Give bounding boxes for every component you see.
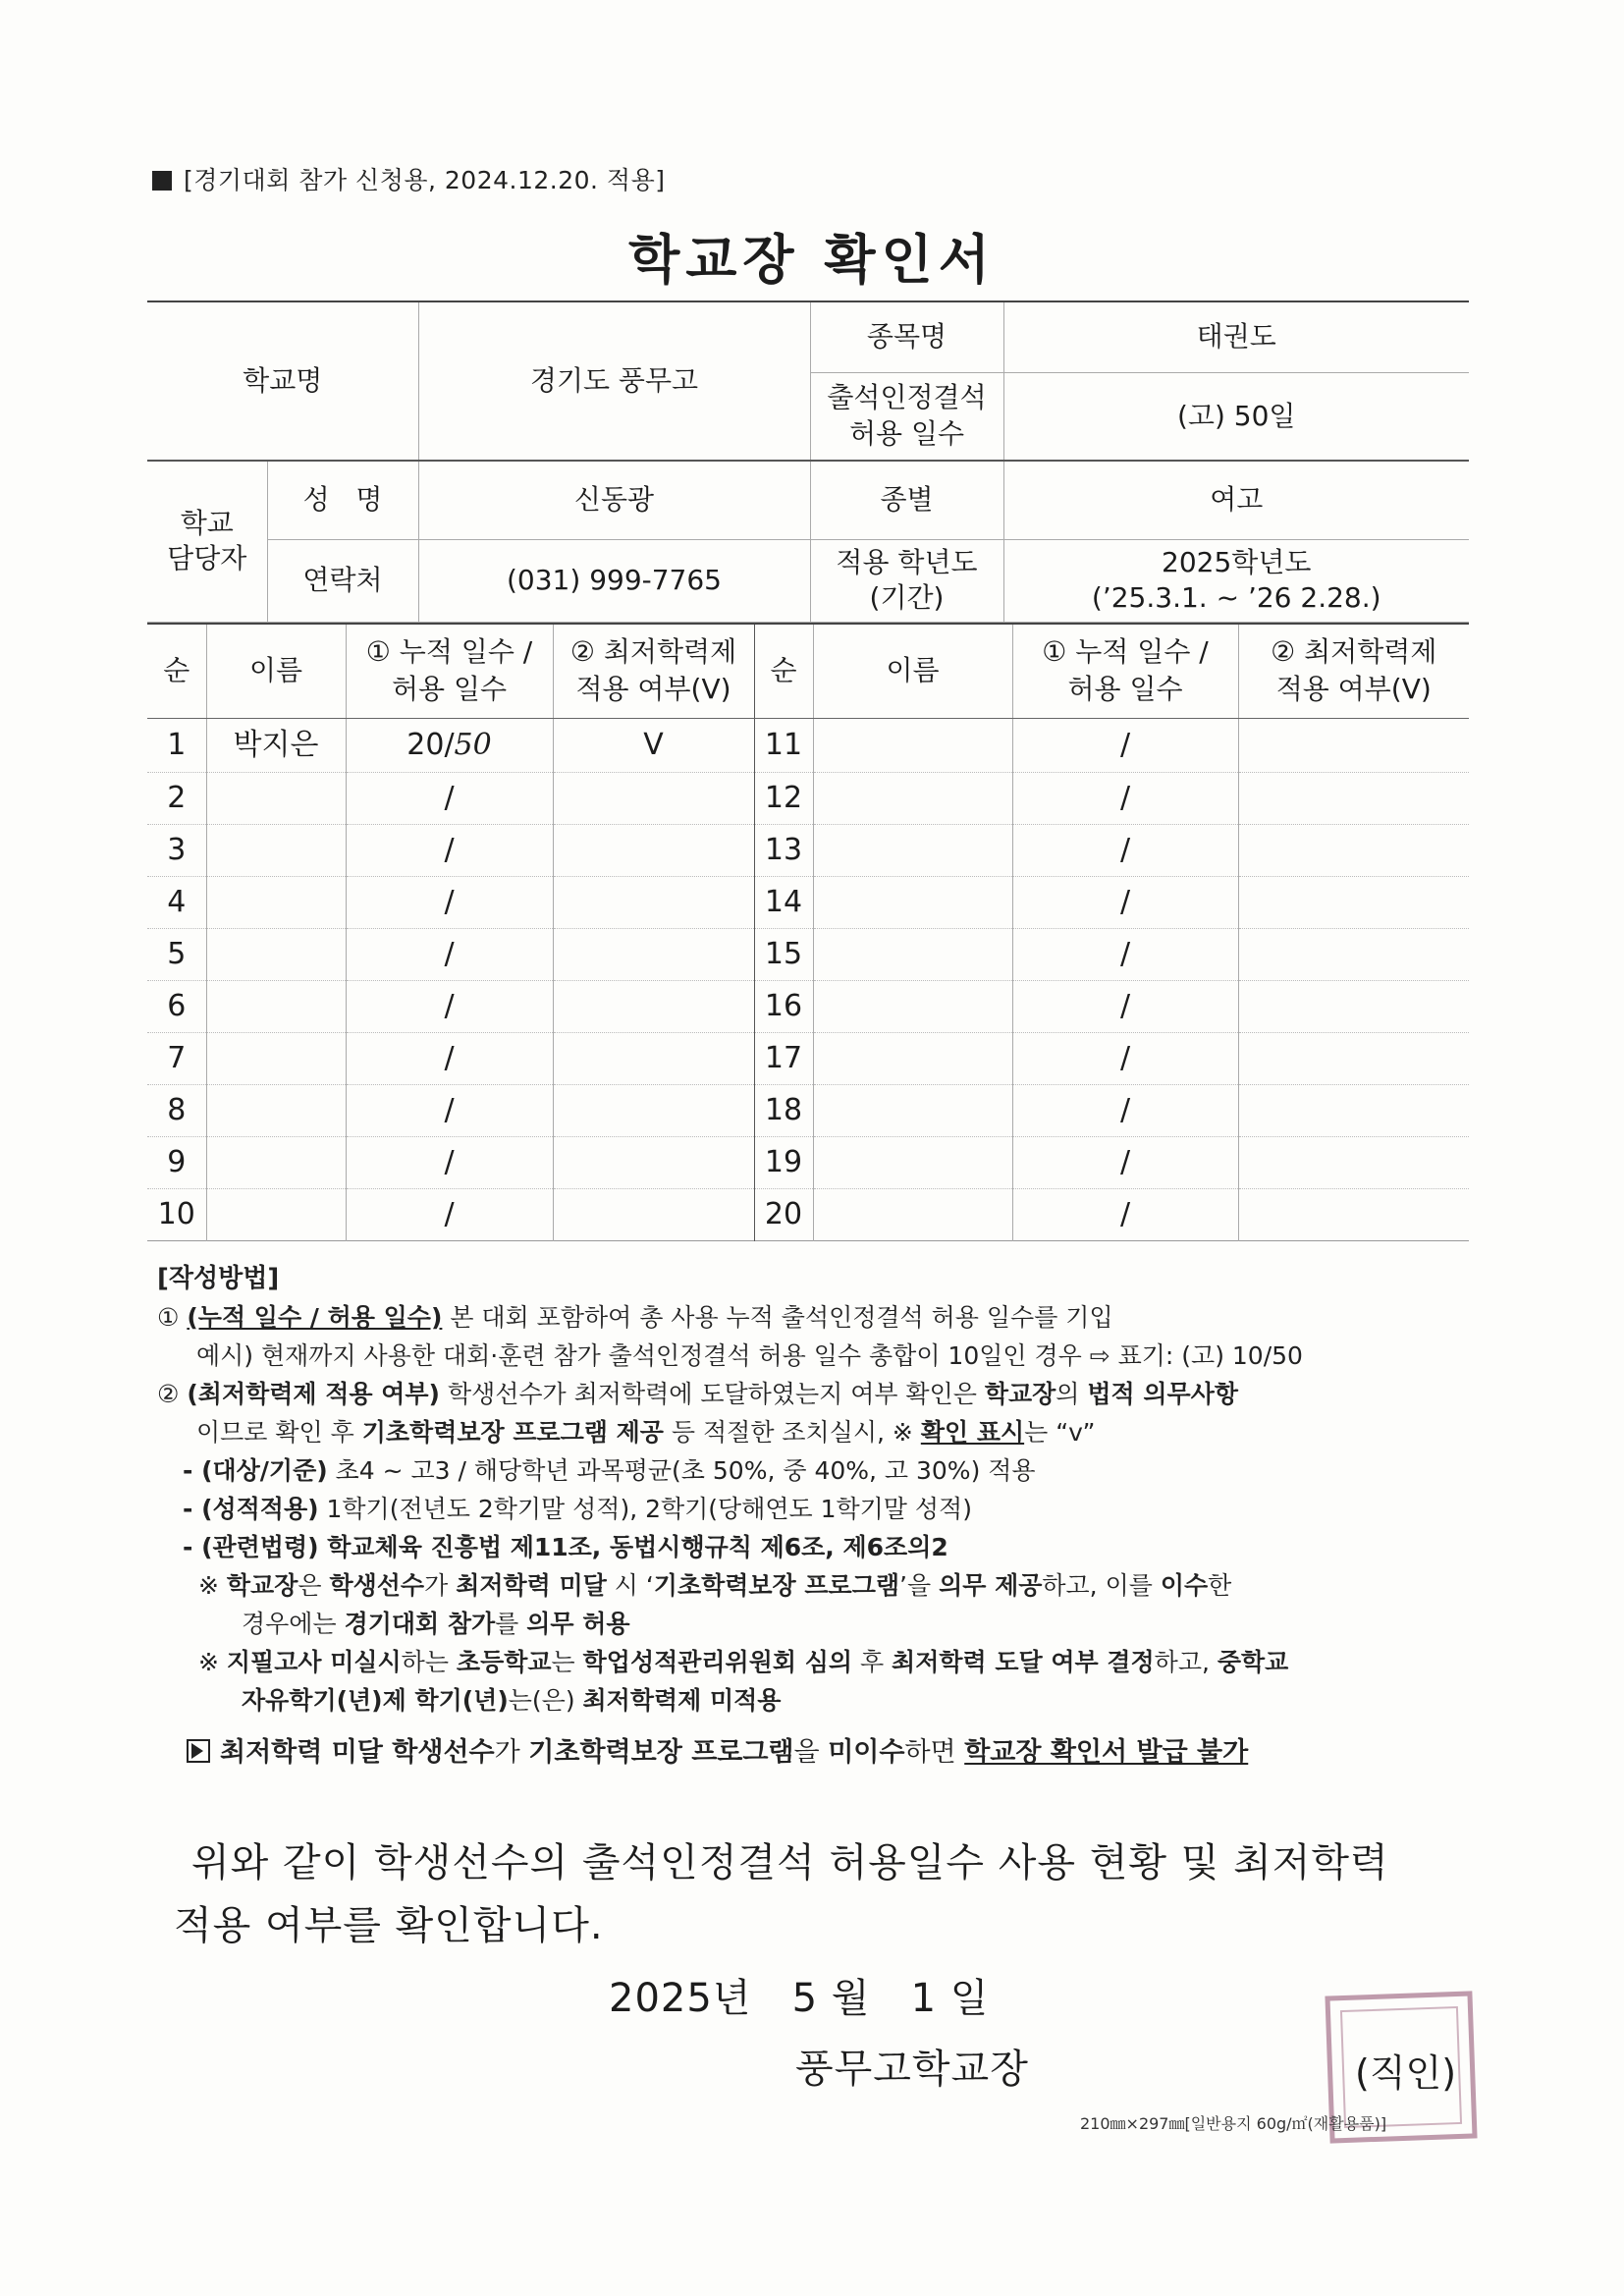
min-standard-cell [553, 980, 754, 1032]
row-number: 16 [754, 980, 813, 1032]
min-standard-cell [1238, 928, 1469, 980]
min-standard-cell [553, 1188, 754, 1240]
athlete-table [147, 623, 1469, 1241]
table-row [147, 718, 1469, 772]
row-number: 15 [754, 928, 813, 980]
instruction-line: ※ 학교장은 학생선수가 최저학력 미달 시 ‘기초학력보장 프로그램’을 의무 제공하고, 이를 이수한 [198, 1571, 1232, 1600]
athlete-name [206, 1136, 346, 1188]
year-value: 2025학년도 (’25.3.1. ~ ’26 2.28.) [1003, 539, 1469, 622]
school-value: 경기도 풍무고 [418, 301, 810, 461]
document-note: [경기대회 참가 신청용, 2024.12.20. 적용] [152, 161, 665, 196]
row-number: 1 [147, 718, 206, 772]
instruction-line: ※ 지필고사 미실시하는 초등학교는 학업성적관리위원회 심의 후 최저학력 도달 여부 결정하고, 중학교 [198, 1648, 1289, 1676]
row-number: 11 [754, 718, 813, 772]
athlete-name [813, 824, 1012, 876]
row-number: 3 [147, 824, 206, 876]
days-cell: / [346, 1136, 553, 1188]
days-cell: / [346, 1188, 553, 1240]
col-no-left: 순 [147, 624, 206, 718]
days-cell: / [1012, 876, 1238, 928]
name-label: 성 명 [267, 461, 418, 539]
athlete-name [813, 876, 1012, 928]
paper-spec: 210㎜×297㎜[일반용지 60g/㎡(재활용품)] [1080, 2114, 1387, 2133]
instruction-line: 경우에는 경기대회 참가를 의무 허용 [242, 1610, 630, 1638]
days-cell: / [1012, 928, 1238, 980]
min-standard-cell [553, 928, 754, 980]
gender-label: 종별 [810, 461, 1003, 539]
days-cell: / [1012, 980, 1238, 1032]
col-name-right: 이름 [813, 624, 1012, 718]
days-cell: / [346, 980, 553, 1032]
min-standard-cell [553, 1084, 754, 1136]
athlete-name [813, 1084, 1012, 1136]
athlete-name [206, 980, 346, 1032]
table-row [147, 1084, 1469, 1136]
arrow-box-icon [187, 1739, 210, 1763]
row-number: 8 [147, 1084, 206, 1136]
instruction-line: - (성적적용) 1학기(전년도 2학기말 성적), 2학기(당해연도 1학기말 성적) [183, 1495, 972, 1523]
min-standard-cell [1238, 876, 1469, 928]
row-number: 5 [147, 928, 206, 980]
phone-value: (031) 999-7765 [418, 539, 810, 622]
row-number: 9 [147, 1136, 206, 1188]
instruction-line: - (관련법령) 학교체육 진흥법 제11조, 동법시행규칙 제6조, 제6조의2 [183, 1533, 948, 1561]
min-standard-cell [553, 1032, 754, 1084]
table-row [147, 876, 1469, 928]
days-cell: / [1012, 824, 1238, 876]
gender-value: 여고 [1003, 461, 1469, 539]
athlete-name [206, 876, 346, 928]
athlete-name [813, 718, 1012, 772]
instruction-line: 이므로 확인 후 기초학력보장 프로그램 제공 등 적절한 조치실시, ※ 확인 표시는 “v” [196, 1418, 1096, 1447]
row-number: 12 [754, 772, 813, 824]
min-standard-cell [1238, 824, 1469, 876]
table-row [147, 928, 1469, 980]
athlete-name [206, 1084, 346, 1136]
min-standard-cell [1238, 1136, 1469, 1188]
min-standard-cell [1238, 1188, 1469, 1240]
col-days-right: ① 누적 일수 / 허용 일수 [1012, 624, 1238, 718]
table-row [147, 1188, 1469, 1240]
instructions-title: [작성방법] [157, 1264, 280, 1293]
row-number: 10 [147, 1188, 206, 1240]
allowed-days-label: 출석인정결석 허용 일수 [810, 372, 1003, 461]
square-bullet-icon [152, 171, 172, 191]
instruction-line: ① (누적 일수 / 허용 일수) 본 대회 포함하여 총 사용 누적 출석인정결석 허용 일수를 기입 [157, 1303, 1113, 1332]
athlete-table-body [147, 718, 1469, 1240]
days-cell: / [1012, 718, 1238, 772]
col-min-left: ② 최저학력제 적용 여부(V) [553, 624, 754, 718]
table-row [147, 980, 1469, 1032]
days-cell: / [1012, 1084, 1238, 1136]
instruction-line: - (대상/기준) 초4 ~ 고3 / 해당학년 과목평균(초 50%, 중 40%, 고 30%) 적용 [183, 1456, 1036, 1485]
allowed-days-value: (고) 50일 [1003, 372, 1469, 461]
instructions [157, 1260, 1483, 1772]
min-standard-cell [1238, 980, 1469, 1032]
row-number: 20 [754, 1188, 813, 1240]
days-cell: / [1012, 1136, 1238, 1188]
min-standard-cell [1238, 772, 1469, 824]
days-cell: / [1012, 1032, 1238, 1084]
name-value: 신동광 [418, 461, 810, 539]
row-number: 4 [147, 876, 206, 928]
table-row [147, 772, 1469, 824]
athlete-name: 박지은 [206, 718, 346, 772]
row-number: 17 [754, 1032, 813, 1084]
col-no-right: 순 [754, 624, 813, 718]
sport-value: 태권도 [1003, 301, 1469, 372]
min-standard-cell [1238, 1084, 1469, 1136]
row-number: 7 [147, 1032, 206, 1084]
sport-label: 종목명 [810, 301, 1003, 372]
phone-label: 연락처 [267, 539, 418, 622]
row-number: 18 [754, 1084, 813, 1136]
instruction-line: 예시) 현재까지 사용한 대회·훈련 참가 출석인정결석 허용 일수 총합이 10일인 경우 ⇨ 표기: (고) 10/50 [196, 1341, 1303, 1370]
athlete-name [206, 1188, 346, 1240]
min-standard-cell [553, 824, 754, 876]
table-row [147, 1032, 1469, 1084]
table-row [147, 1136, 1469, 1188]
days-cell: / [346, 1032, 553, 1084]
days-cell: 20/50 [346, 718, 553, 772]
contact-label: 학교 담당자 [147, 461, 267, 622]
row-number: 2 [147, 772, 206, 824]
row-number: 13 [754, 824, 813, 876]
days-cell: / [346, 1084, 553, 1136]
signer-name: 풍무고학교장 [795, 2047, 1029, 2092]
col-min-right: ② 최저학력제 적용 여부(V) [1238, 624, 1469, 718]
school-label: 학교명 [147, 301, 418, 461]
athlete-name [206, 928, 346, 980]
table-row [147, 824, 1469, 876]
min-standard-cell [553, 876, 754, 928]
days-cell: / [346, 928, 553, 980]
days-cell: / [1012, 1188, 1238, 1240]
min-standard-cell [553, 772, 754, 824]
seal-label: (직인) [1355, 2051, 1457, 2095]
row-number: 14 [754, 876, 813, 928]
days-cell: / [346, 876, 553, 928]
info-table [147, 301, 1469, 623]
athlete-name [813, 980, 1012, 1032]
athlete-name [813, 1136, 1012, 1188]
days-cell: / [346, 824, 553, 876]
days-cell: / [346, 772, 553, 824]
athlete-name [206, 1032, 346, 1084]
row-number: 6 [147, 980, 206, 1032]
athlete-name [813, 1188, 1012, 1240]
instruction-line: ② (최저학력제 적용 여부) 학생선수가 최저학력에 도달하였는지 여부 확인은 학교장의 법적 의무사항 [157, 1380, 1239, 1408]
min-standard-cell [1238, 718, 1469, 772]
min-standard-cell [1238, 1032, 1469, 1084]
athlete-name [813, 772, 1012, 824]
col-name-left: 이름 [206, 624, 346, 718]
issue-date: 2025년 5 월 1 일 [609, 1976, 990, 2021]
athlete-name [813, 928, 1012, 980]
col-days-left: ① 누적 일수 / 허용 일수 [346, 624, 553, 718]
athlete-name [206, 824, 346, 876]
row-number: 19 [754, 1136, 813, 1188]
min-standard-cell: V [553, 718, 754, 772]
athlete-name [206, 772, 346, 824]
confirmation-statement: 위와 같이 학생선수의 출석인정결석 허용일수 사용 현황 및 최저학력 적용 여부를 확인합니다. [174, 1840, 1389, 1948]
days-cell: / [1012, 772, 1238, 824]
final-notice: 최저학력 미달 학생선수가 기초학력보장 프로그램을 미이수하면 학교장 확인서 발급 불가 [157, 1733, 1483, 1772]
instruction-line: 자유학기(년)제 학기(년)는(은) 최저학력제 미적용 [242, 1686, 782, 1715]
athlete-name [813, 1032, 1012, 1084]
min-standard-cell [553, 1136, 754, 1188]
year-label: 적용 학년도 (기간) [810, 539, 1003, 622]
document-title: 학교장 확인서 [628, 229, 996, 291]
